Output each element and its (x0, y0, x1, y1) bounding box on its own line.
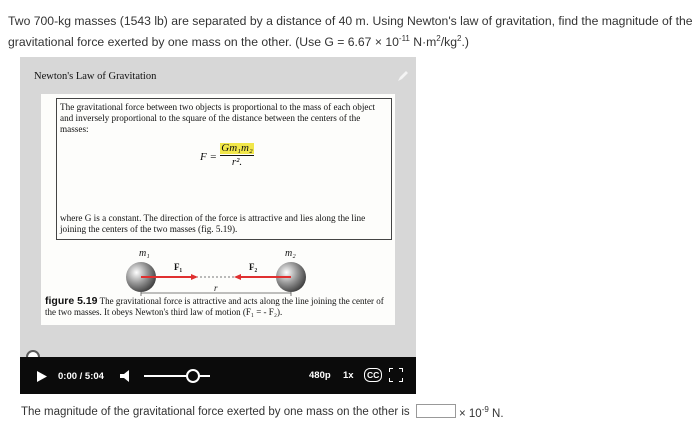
play-icon[interactable] (37, 371, 47, 382)
cc-button[interactable]: CC (364, 368, 382, 382)
label-f2: F₂ (249, 262, 258, 272)
volume-handle[interactable] (186, 369, 200, 383)
answer-prompt: The magnitude of the gravitational force exerted by one mass on the other is (21, 406, 410, 418)
question-text: Two 700-kg masses (1543 lb) are separated by a distance of 40 m. Using Newton's law of gravitation, find the magnitude of the gravitational force exerted by one mass on the other. (Use $G = 6.67 \times 10^{-11}$ $N\cdot m^2/kg^2$.) (8, 14, 693, 50)
slide-content (41, 94, 395, 325)
volume-slider[interactable] (144, 375, 210, 377)
formula-denominator: r² (231, 156, 240, 168)
speed-button[interactable]: 1x (343, 370, 354, 381)
pencil-icon (396, 69, 410, 83)
label-m1: m₁ (139, 248, 150, 259)
two-mass-diagram (126, 244, 306, 292)
video-controls (20, 357, 416, 394)
answer-input[interactable] (416, 404, 456, 418)
where-text: where G is a constant. The direction of the force is attractive and lies along the line joining the centers of the two masses (fig. 5.19). (60, 213, 366, 234)
formula-numerator: Gm₁m₂ (221, 142, 253, 154)
quality-button[interactable]: 480p (309, 370, 331, 381)
fullscreen-icon[interactable] (389, 368, 403, 382)
label-f1: F₁ (174, 262, 183, 272)
volume-icon[interactable] (120, 370, 134, 382)
video-player[interactable] (20, 57, 416, 394)
definition-box: The gravitational force between two objects is proportional to the mass of each object and inversely proportional to the square of the distance between the centers of the masses: F = Gm₁m₂ r². where G is a constant. The direction of the force is attractive and lies along the line joining the centers of the two masses (fig. 5.19). (56, 98, 392, 240)
figure-caption: figure 5.19 The gravitational force is attractive and acts along the line joining the center of the two masses. It obeys Newton's third law of motion (F₁ = - F₂). (45, 295, 384, 317)
time-display: 0:00 / 5:04 (58, 371, 104, 382)
definition-text: The gravitational force between two objects is proportional to the mass of each object and inversely proportional to the square of the distance between the centers of the masses: (60, 102, 376, 134)
label-m2: m₂ (285, 248, 296, 259)
video-title: Newton's Law of Gravitation (34, 71, 157, 82)
answer-unit: × $10^{-9}$ N. (459, 405, 504, 420)
label-r: r (214, 283, 218, 292)
